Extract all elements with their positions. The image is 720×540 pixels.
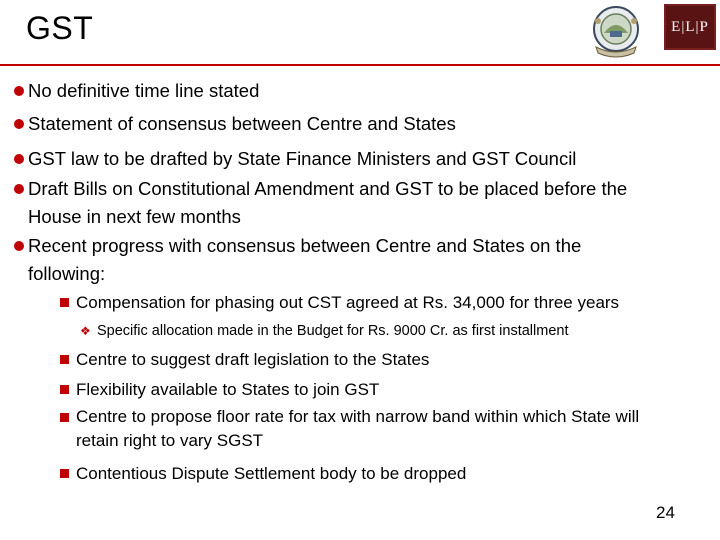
round-bullet-icon <box>14 154 24 164</box>
sub-bullet-item <box>60 345 429 374</box>
diamond-bullet-icon: ❖ <box>80 324 91 338</box>
bullet-item <box>14 232 581 288</box>
sub-sub-bullet-item <box>80 321 568 341</box>
square-bullet-icon <box>60 385 69 394</box>
bullet-item <box>14 175 627 231</box>
bullet-text-line1: Draft Bills on Constitutional Amendment and GST to be placed before the <box>28 178 628 199</box>
square-bullet-icon <box>60 298 69 307</box>
sub-bullet-item <box>60 375 379 404</box>
bullet-text: GST law to be drafted by State Finance Ministers and GST Council <box>28 148 577 169</box>
bullet-text-line1: Recent progress with consensus between Centre and States on the <box>28 235 582 256</box>
elp-logo <box>664 4 716 50</box>
sub-bullet-item <box>60 459 466 488</box>
bullet-text: No definitive time line stated <box>28 80 260 101</box>
page-number: 24 <box>656 503 675 522</box>
bullet-item <box>14 110 456 138</box>
state-emblem-seal-icon <box>590 3 642 59</box>
sub-bullet-text: Compensation for phasing out CST agreed at Rs. 34,000 for three years <box>76 293 620 312</box>
header-divider <box>0 64 720 66</box>
round-bullet-icon <box>14 184 24 194</box>
square-bullet-icon <box>60 413 69 422</box>
bullet-text-line2: following: <box>28 263 106 284</box>
bullet-item <box>14 145 576 173</box>
square-bullet-icon <box>60 355 69 364</box>
bullet-text: Statement of consensus between Centre and States <box>28 113 456 134</box>
round-bullet-icon <box>14 86 24 96</box>
sub-bullet-text-line2: retain right to vary SGST <box>76 431 264 450</box>
sub-bullet-text-line1: Centre to propose floor rate for tax with narrow band within which State will <box>76 407 640 426</box>
sub-sub-bullet-text: Specific allocation made in the Budget for Rs. 9000 Cr. as first installment <box>97 323 569 339</box>
bullet-text-line2: House in next few months <box>28 206 241 227</box>
sub-bullet-text: Centre to suggest draft legislation to the States <box>76 350 430 369</box>
bullet-item <box>14 77 259 105</box>
round-bullet-icon <box>14 119 24 129</box>
sub-bullet-text: Contentious Dispute Settlement body to be dropped <box>76 464 467 483</box>
slide-title: GST <box>26 10 94 46</box>
square-bullet-icon <box>60 469 69 478</box>
elp-logo-text: E|L|P <box>671 18 709 35</box>
sub-bullet-text: Flexibility available to States to join GST <box>76 380 380 399</box>
sub-bullet-item <box>60 405 639 453</box>
sub-bullet-item <box>60 288 619 317</box>
round-bullet-icon <box>14 241 24 251</box>
